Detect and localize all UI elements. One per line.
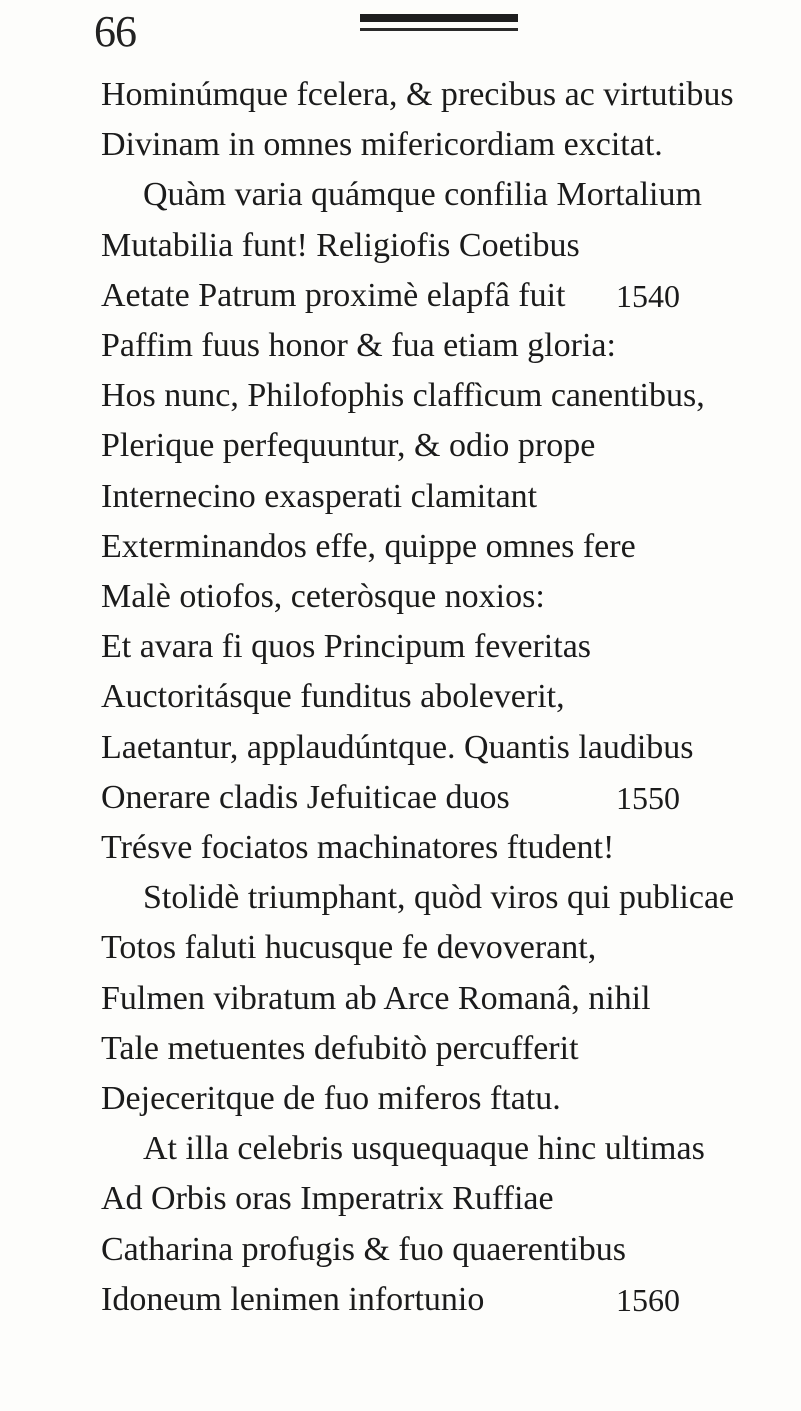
text-line-content: Ad Orbis oras Imperatrix Ruffiae <box>101 1180 554 1218</box>
text-line <box>101 223 580 269</box>
text-line <box>101 474 537 520</box>
text-line-content: Catharina profugis & fuo quaerentibus <box>101 1230 626 1268</box>
text-line <box>101 1076 561 1122</box>
text-line-content: Idoneum lenimen infortunio <box>101 1280 485 1318</box>
text-line-content: Auctoritásque funditus aboleverit, <box>101 678 565 716</box>
text-line-content: Mutabilia funt! Religiofis Coetibus <box>101 226 580 264</box>
text-line <box>143 1126 705 1172</box>
text-line <box>101 725 694 771</box>
header-rule-thick-bar <box>360 14 518 22</box>
text-line <box>101 574 545 620</box>
text-line-content: Et avara fi quos Principum feveritas <box>101 628 592 666</box>
header-rule <box>360 14 518 31</box>
text-line <box>101 423 595 469</box>
text-line <box>101 825 614 871</box>
text-line <box>101 1277 680 1323</box>
text-line-content: Exterminandos effe, quippe omnes fere <box>101 527 636 565</box>
text-line-content: Onerare cladis Jefuiticae duos <box>101 778 510 816</box>
page-number: 66 <box>94 7 136 56</box>
margin-year: 1560 <box>616 1281 680 1318</box>
text-line <box>101 624 591 670</box>
text-line-content: Malè otiofos, ceteròsque noxios: <box>101 578 545 615</box>
text-line-content: Hos nunc, Philofophis claffìcum canentibus, <box>101 377 705 415</box>
text-line <box>101 72 734 118</box>
text-line <box>101 1026 579 1072</box>
text-line-content: Plerique perfequuntur, & odio prope <box>101 427 596 465</box>
text-line-content: Laetantur, applaudúntque. Quantis laudibus <box>101 728 694 766</box>
text-line <box>101 674 565 720</box>
text-line <box>143 875 734 921</box>
text-line-content: Internecino exasperati clamitant <box>101 477 538 515</box>
text-line-content: Tale metuentes defubitò percufferit <box>101 1029 579 1067</box>
text-line <box>101 775 680 821</box>
text-line <box>101 1176 554 1222</box>
text-line-content: At illa celebris usquequaque hinc ultimas <box>143 1130 705 1168</box>
text-line <box>101 976 651 1022</box>
text-line-content: Totos faluti hucusque fe devoverant, <box>101 929 597 967</box>
text-line <box>101 1227 626 1273</box>
text-line-content: Hominúmque fcelera, & precibus ac virtutibus <box>101 76 734 113</box>
text-line-content: Divinam in omnes mifericordiam excitat. <box>101 126 663 164</box>
text-line-content: Paffim fuus honor & fua etiam gloria: <box>101 327 616 364</box>
text-line <box>101 373 705 419</box>
text-line <box>101 524 636 570</box>
text-line-content: Aetate Patrum proximè elapfâ fuit <box>101 276 566 314</box>
text-line-content: Dejeceritque de fuo miferos ftatu. <box>101 1080 561 1117</box>
text-line-content: Quàm varia quámque confilia Mortalium <box>143 176 702 214</box>
text-line <box>143 172 702 218</box>
margin-year: 1540 <box>616 277 680 314</box>
text-line <box>101 323 616 369</box>
text-line-content: Trésve fociatos machinatores ftudent! <box>101 829 615 866</box>
text-line-content: Stolidè triumphant, quòd viros qui publicae <box>143 879 735 917</box>
text-line <box>101 122 663 168</box>
text-line <box>101 925 596 971</box>
text-line-content: Fulmen vibratum ab Arce Romanâ, nihil <box>101 979 651 1017</box>
header-rule-thin-bar <box>360 28 518 31</box>
margin-year: 1550 <box>616 779 680 816</box>
text-line <box>101 273 680 319</box>
